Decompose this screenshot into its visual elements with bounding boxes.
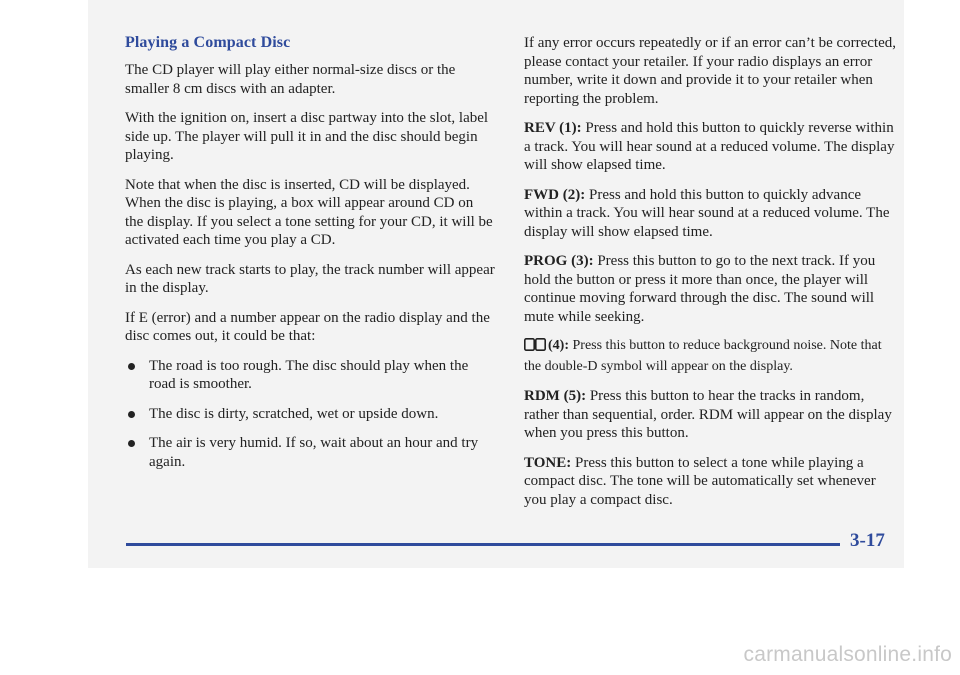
button-text: Press this button to select a tone while playing a compact disc. The tone will be automatically set whenever you play a compact disc.: [524, 454, 876, 508]
button-term: RDM (5):: [524, 388, 587, 404]
bullet-icon: [128, 440, 135, 447]
bullet-icon: [128, 411, 135, 418]
right-column: [524, 34, 896, 520]
error-cause-list: [125, 357, 495, 472]
button-description-tone: [524, 454, 896, 510]
button-text: Press and hold this button to quickly advance within a track. You will hear sound at a reduced volume. The display will show elapsed time.: [524, 186, 890, 240]
page-number: 3-17: [850, 530, 885, 551]
button-text: Press this button to go to the next track. If you hold the button or press it more than once, the player will continue moving forward through the disc. The sound will mute while seeking.: [524, 253, 876, 325]
button-term: (4):: [548, 338, 569, 353]
paragraph: If any error occurs repeatedly or if an error can’t be corrected, please contact your retailer. If your radio displays an error number, write it down and provide it to your retailer when reporting the problem.: [524, 35, 897, 107]
button-description-fwd: [524, 186, 896, 242]
list-item: [125, 434, 495, 471]
list-item-text: The air is very humid. If so, wait about an hour and try again.: [149, 435, 479, 470]
button-description-prog: [524, 252, 896, 326]
button-description-rev: [524, 119, 896, 175]
button-term: FWD (2):: [524, 186, 586, 203]
button-description-noise: [524, 337, 896, 376]
list-item-text: The disc is dirty, scratched, wet or upside down.: [149, 405, 439, 422]
list-item: [125, 405, 495, 424]
double-d-icon: [524, 338, 546, 358]
button-text: Press this button to reduce background noise. Note that the double-D symbol will appear on the display.: [524, 338, 882, 374]
left-column: [125, 34, 495, 482]
button-text: Press this button to hear the tracks in random, rather than sequential, order. RDM will appear on the display when you press this button.: [524, 388, 892, 441]
paragraph: With the ignition on, insert a disc partway into the slot, label side up. The player will pull it in and the disc should begin playing.: [125, 110, 489, 163]
bullet-icon: [128, 363, 135, 370]
paragraph: If E (error) and a number appear on the radio display and the disc comes out, it could be that:: [125, 309, 490, 344]
paragraph: Note that when the disc is inserted, CD will be displayed. When the disc is playing, a box will appear around CD on the display. If you select a tone setting for your CD, it will be activated each time you play a CD.: [125, 176, 493, 248]
button-term: TONE:: [524, 454, 572, 471]
button-term: REV (1):: [524, 120, 582, 136]
button-term: PROG (3):: [524, 253, 594, 269]
footer-rule: [126, 543, 840, 546]
paragraph: As each new track starts to play, the track number will appear in the display.: [125, 261, 495, 296]
button-description-rdm: [524, 387, 896, 443]
watermark: carmanualsonline.info: [743, 643, 952, 666]
paragraph: The CD player will play either normal-size discs or the smaller 8 cm discs with an adapter.: [125, 62, 456, 97]
section-heading: Playing a Compact Disc: [125, 34, 291, 51]
list-item: [125, 357, 495, 394]
list-item-text: The road is too rough. The disc should play when the road is smoother.: [149, 357, 469, 392]
button-text: Press and hold this button to quickly reverse within a track. You will hear sound at a reduced volume. The display will show elapsed time.: [524, 120, 895, 173]
